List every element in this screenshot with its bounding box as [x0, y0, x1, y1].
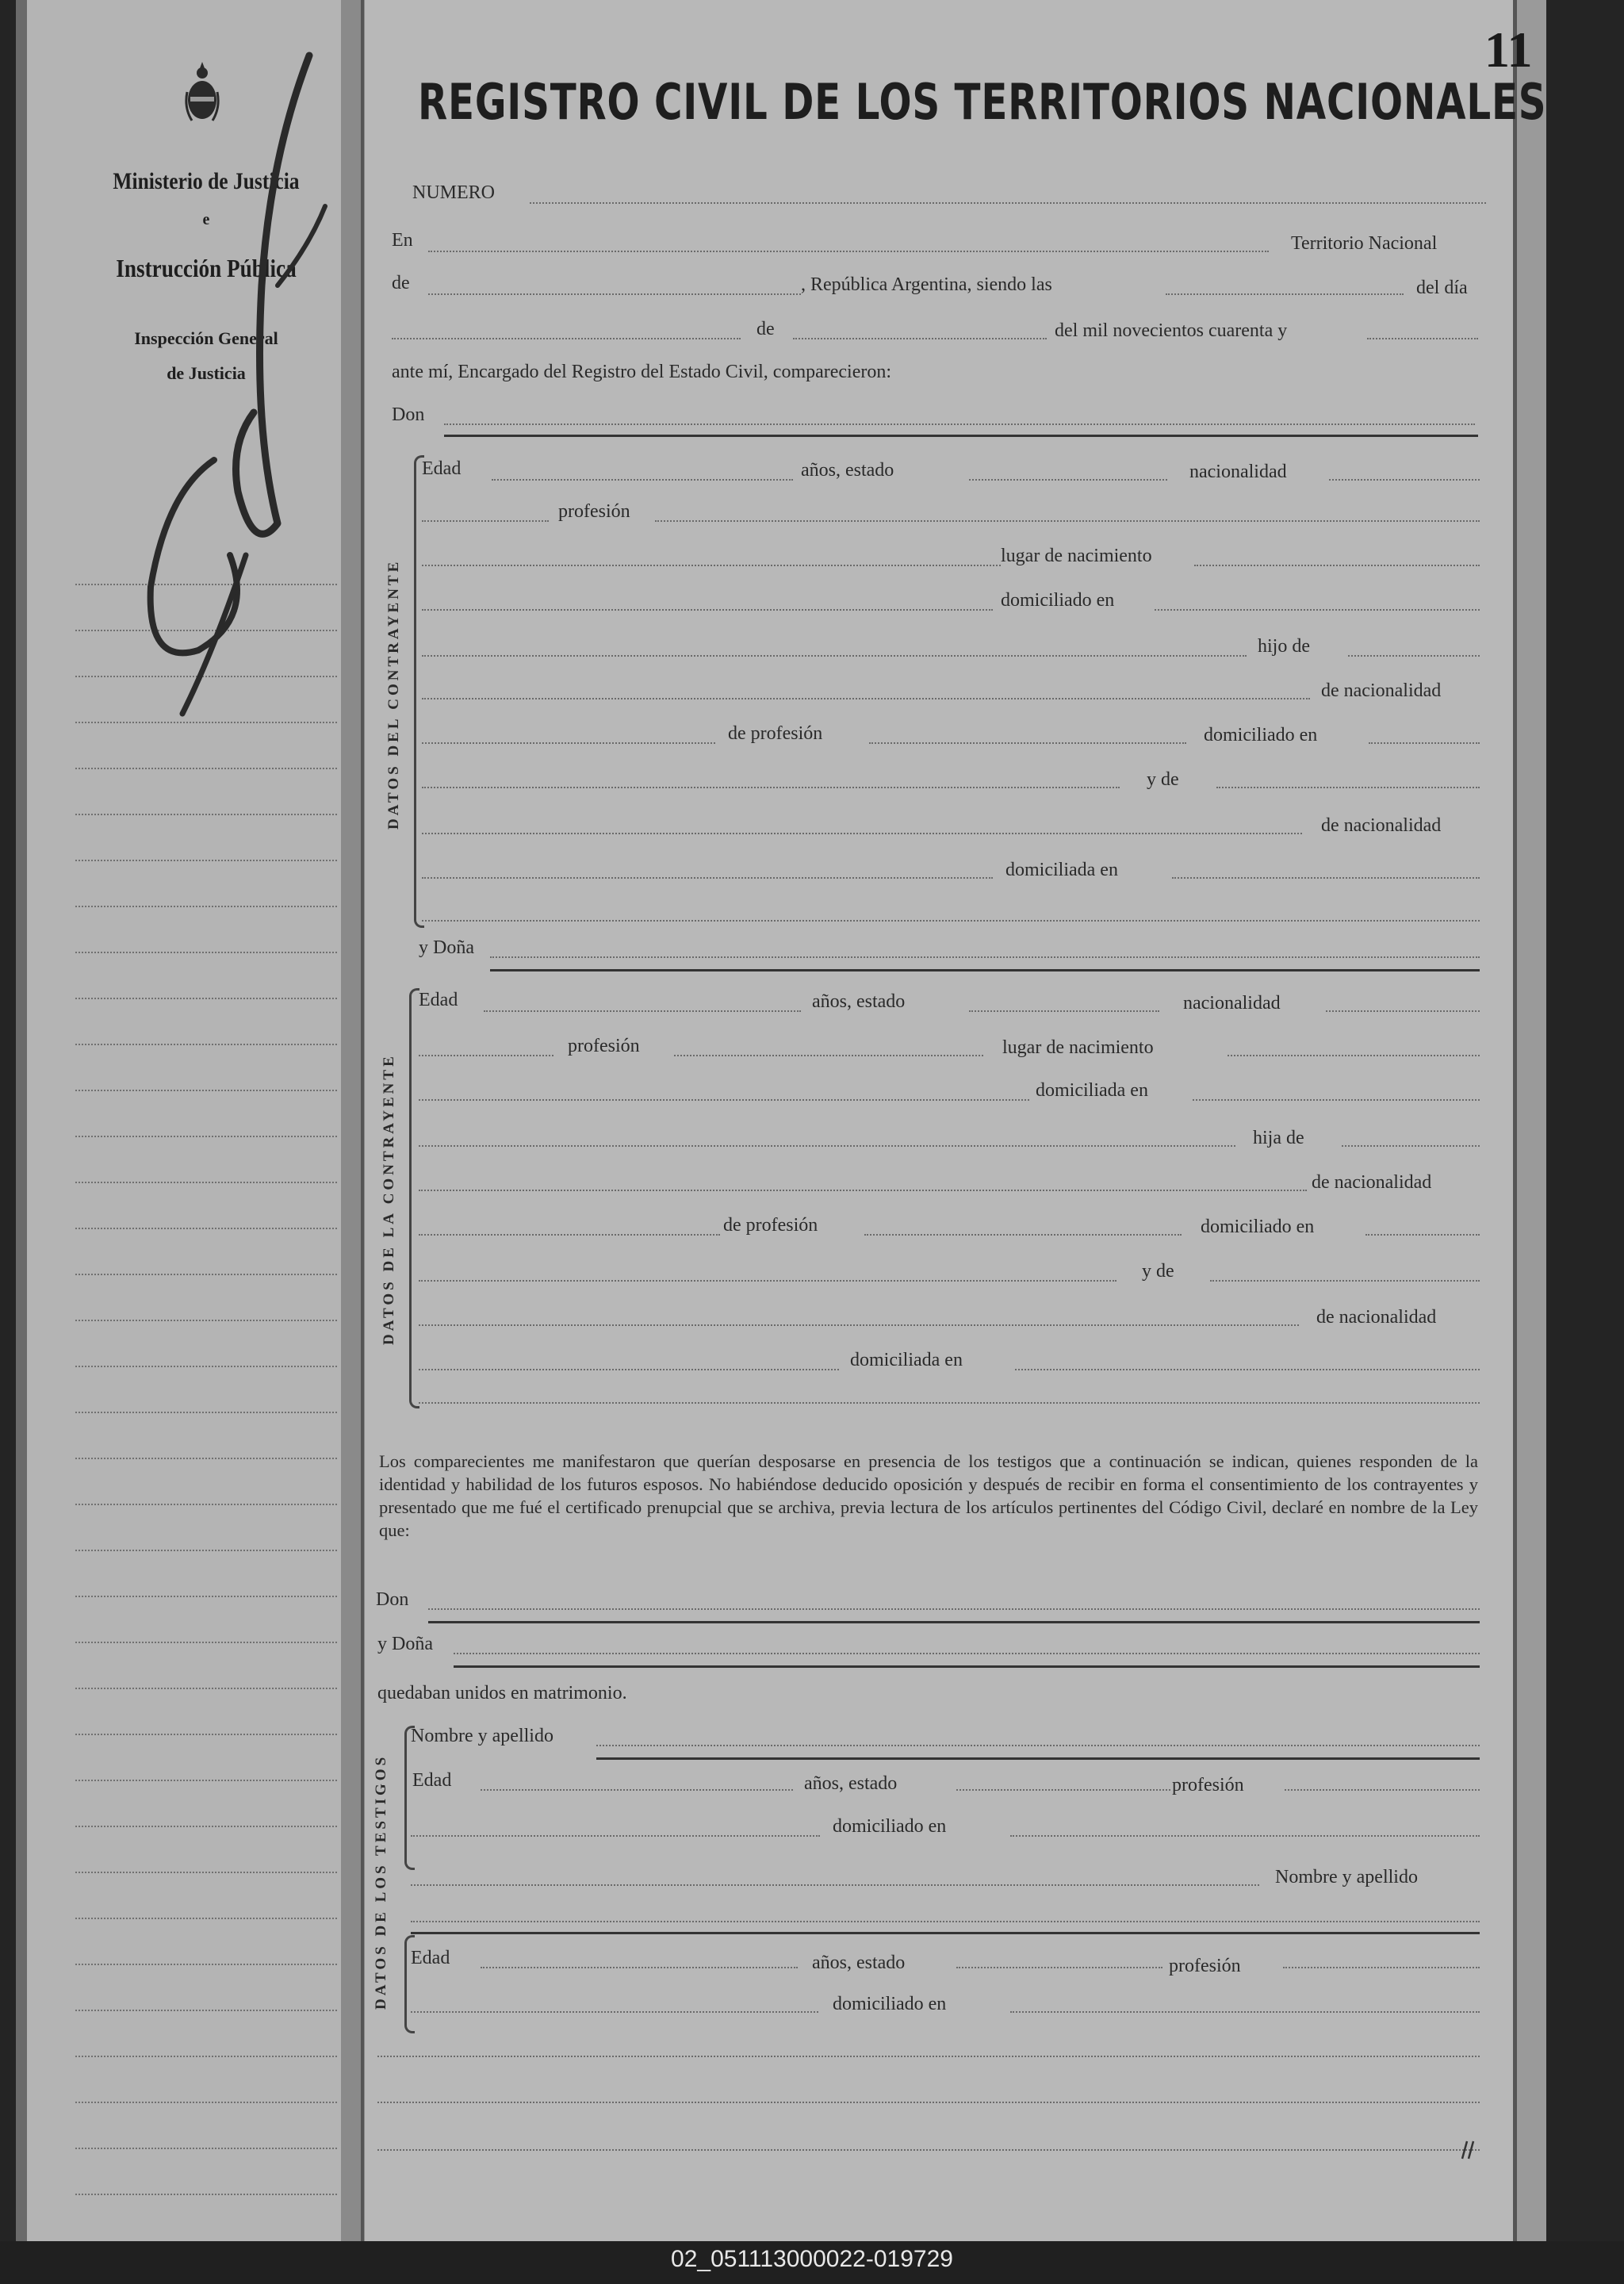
- t2-nombre-label: Nombre y apellido: [1275, 1867, 1418, 1887]
- t2-domiciliado-field[interactable]: [1010, 2011, 1480, 2013]
- stub-ruled-line: [75, 2194, 337, 2195]
- de-field[interactable]: [428, 293, 801, 295]
- don-field[interactable]: [444, 423, 1475, 425]
- f-domiciliado-label: domiciliado en: [1201, 1217, 1315, 1237]
- contrayente-brace: [414, 455, 424, 928]
- c-line4-field[interactable]: [422, 609, 993, 611]
- form-title: REGISTRO CIVIL DE LOS TERRITORIOS NACIONALES: [418, 73, 1547, 131]
- de2-label: de: [756, 319, 775, 339]
- stub-ruled-line: [75, 1274, 337, 1275]
- don-label: Don: [392, 404, 425, 425]
- ministry-e: e: [202, 211, 210, 228]
- f-profesion-label: profesión: [568, 1036, 640, 1056]
- stub-ruled-line: [75, 2102, 337, 2103]
- ministry-line1: Ministerio de Justicia: [113, 168, 300, 194]
- stub-ruled-line: [75, 1688, 337, 1689]
- c-line3-field[interactable]: [422, 565, 1001, 566]
- c-denac-label: de nacionalidad: [1321, 680, 1442, 701]
- f-line7-field[interactable]: [419, 1280, 1116, 1282]
- f-hija-label: hija de: [1253, 1128, 1304, 1148]
- ministry-line2: Instrucción Pública: [116, 254, 297, 282]
- f-line9-field[interactable]: [419, 1369, 839, 1370]
- t2-line3-field[interactable]: [411, 2011, 818, 2013]
- stub-ruled-line: [75, 1964, 337, 1965]
- t1-edad-label: Edad: [412, 1770, 452, 1791]
- y-dona-field[interactable]: [490, 956, 1480, 958]
- anio-field[interactable]: [1367, 338, 1478, 339]
- t1-line4-field[interactable]: [411, 1884, 1259, 1886]
- extra-line-1[interactable]: [377, 2056, 1480, 2057]
- stub-ruled-line: [75, 1136, 337, 1137]
- t1-profesion-field[interactable]: [1285, 1789, 1480, 1791]
- contrayenta-brace: [409, 988, 419, 1408]
- stub-ruled-line: [75, 1642, 337, 1643]
- book-binding: [16, 0, 27, 2241]
- f-hija-field[interactable]: [1342, 1145, 1480, 1147]
- f-line4-field[interactable]: [419, 1145, 1235, 1147]
- decl-don-underline: [428, 1621, 1480, 1623]
- stub-ruled-line: [75, 1366, 337, 1367]
- f-lugar-field[interactable]: [1228, 1055, 1480, 1056]
- footer-id: 02_051113000022-019729: [671, 2246, 953, 2272]
- f-domiciliado-field[interactable]: [1365, 1234, 1480, 1236]
- numero-label: NUMERO: [412, 182, 496, 203]
- c-line6-field[interactable]: [422, 698, 1310, 699]
- stub-ruled-line: [75, 1596, 337, 1597]
- f-lugar-label: lugar de nacimiento: [1002, 1037, 1154, 1058]
- en-label: En: [392, 230, 413, 251]
- handwritten-signature: [71, 48, 357, 730]
- t1-domiciliado-field[interactable]: [1010, 1835, 1480, 1837]
- stub-ruled-line: [75, 1320, 337, 1321]
- de-label: de: [392, 273, 410, 293]
- c-yde-label: y de: [1147, 769, 1179, 790]
- contrayente-side-label: DATOS DEL CONTRAYENTE: [385, 558, 402, 830]
- c-denac2-label: de nacionalidad: [1321, 815, 1442, 836]
- t2-nombre-field[interactable]: [411, 1921, 1480, 1922]
- c-deprof-field[interactable]: [869, 742, 1186, 744]
- t2-nombre-underline: [411, 1932, 1480, 1934]
- del-mil-label: del mil novecientos cuarenta y: [1055, 320, 1288, 341]
- quedaban-text: quedaban unidos en matrimonio.: [377, 1683, 627, 1703]
- t1-nombre-field[interactable]: [596, 1745, 1480, 1746]
- c-profesion-label: profesión: [558, 501, 630, 522]
- numero-field[interactable]: [530, 202, 1486, 204]
- c-lugar-field[interactable]: [1194, 565, 1480, 566]
- f-estado-field[interactable]: [969, 1010, 1159, 1012]
- f-nacionalidad-label: nacionalidad: [1183, 993, 1281, 1014]
- t2-profesion-field[interactable]: [1283, 1967, 1480, 1968]
- stub-ruled-line: [75, 906, 337, 907]
- t1-domiciliado-label: domiciliado en: [833, 1816, 947, 1837]
- c-pre-profesion-field[interactable]: [422, 520, 549, 522]
- c-line8-field[interactable]: [422, 787, 1120, 788]
- closing-mark-icon: [1456, 2138, 1480, 2162]
- stub-ruled-line: [75, 860, 337, 861]
- f-anos-label: años, estado: [812, 991, 906, 1012]
- stub-ruled-line: [75, 1550, 337, 1551]
- c-line5-field[interactable]: [422, 655, 1247, 657]
- hora-field[interactable]: [1166, 293, 1404, 295]
- stub-ruled-line: [75, 1872, 337, 1873]
- c-line10-field[interactable]: [422, 877, 993, 879]
- c-domic2-field[interactable]: [1369, 742, 1480, 744]
- stub-ruled-line: [75, 998, 337, 999]
- y-dona-underline: [490, 969, 1480, 971]
- stub-ruled-line: [75, 1734, 337, 1735]
- c-estado-field[interactable]: [969, 479, 1167, 481]
- c-line11-field[interactable]: [422, 920, 1480, 922]
- stub-ruled-line: [75, 1504, 337, 1505]
- c-edad-field[interactable]: [492, 479, 793, 481]
- t2-profesion-label: profesión: [1169, 1956, 1241, 1976]
- inspection-line1: Inspección General: [134, 328, 278, 348]
- t1-anos-label: años, estado: [804, 1773, 898, 1794]
- del-dia-label: del día: [1416, 278, 1468, 298]
- c-profesion-field[interactable]: [655, 520, 1480, 522]
- f-line8-field[interactable]: [419, 1324, 1299, 1326]
- f-domiciliada-field[interactable]: [1193, 1099, 1480, 1101]
- stub-ruled-line: [75, 952, 337, 953]
- c-domic2-label: domiciliado en: [1204, 725, 1318, 745]
- stub-ruled-line: [75, 1826, 337, 1827]
- c-domiciliada-label: domiciliada en: [1005, 860, 1118, 880]
- footer-bar: [0, 2241, 1624, 2284]
- stub-ruled-line: [75, 1458, 337, 1459]
- t1-profesion-label: profesión: [1172, 1775, 1244, 1795]
- ante-text: ante mí, Encargado del Registro del Estado Civil, comparecieron:: [392, 362, 892, 382]
- stub-ruled-line: [75, 1918, 337, 1919]
- c-deprof-label: de profesión: [728, 723, 823, 744]
- stub-ruled-line: [75, 1044, 337, 1045]
- c-hijo-field[interactable]: [1348, 655, 1480, 657]
- f-deprof-label: de profesión: [723, 1215, 818, 1236]
- f-nacionalidad-field[interactable]: [1326, 1010, 1480, 1012]
- right-margin: [1517, 0, 1546, 2241]
- f-line10-field[interactable]: [419, 1402, 1480, 1404]
- t2-domiciliado-label: domiciliado en: [833, 1994, 947, 2014]
- stub-ruled-line: [75, 814, 337, 815]
- c-nacionalidad-field[interactable]: [1329, 479, 1480, 481]
- f-line5-field[interactable]: [419, 1190, 1307, 1191]
- f-line6-field[interactable]: [419, 1234, 720, 1236]
- c-line7-field[interactable]: [422, 742, 715, 744]
- decl-ydona-field[interactable]: [454, 1653, 1480, 1654]
- decl-ydona-label: y Doña: [377, 1634, 433, 1654]
- page-number: 11: [1484, 21, 1533, 78]
- stub-ruled-line: [75, 1412, 337, 1413]
- t1-edad-field[interactable]: [481, 1789, 793, 1791]
- extra-line-3[interactable]: [377, 2149, 1480, 2151]
- c-lugar-label: lugar de nacimiento: [1001, 546, 1152, 566]
- t1-nombre-underline: [596, 1757, 1480, 1760]
- c-domiciliado-label: domiciliado en: [1001, 590, 1115, 611]
- f-yde-label: y de: [1142, 1261, 1174, 1282]
- t1-line3-field[interactable]: [411, 1835, 820, 1837]
- f-domiciliada2-field[interactable]: [1015, 1369, 1480, 1370]
- t2-edad-field[interactable]: [481, 1967, 798, 1968]
- t1-estado-field[interactable]: [956, 1789, 1170, 1791]
- republica-label: , República Argentina, siendo las: [801, 274, 1052, 295]
- t2-anos-label: años, estado: [812, 1953, 906, 1973]
- testigos-side-label: DATOS DE LOS TESTIGOS: [373, 1753, 389, 2010]
- dia-field[interactable]: [392, 338, 741, 339]
- f-edad-field[interactable]: [484, 1010, 801, 1012]
- f-domiciliada2-label: domiciliada en: [850, 1350, 963, 1370]
- stub-ruled-line: [75, 1182, 337, 1183]
- stub-ruled-line: [75, 1090, 337, 1091]
- t2-estado-field[interactable]: [956, 1967, 1162, 1968]
- f-denac2-label: de nacionalidad: [1316, 1307, 1437, 1328]
- f-pre-profesion-field[interactable]: [419, 1055, 553, 1056]
- f-yde-field[interactable]: [1210, 1280, 1480, 1282]
- f-edad-label: Edad: [419, 990, 458, 1010]
- t2-edad-label: Edad: [411, 1948, 450, 1968]
- extra-line-2[interactable]: [377, 2102, 1480, 2103]
- f-domiciliada-label: domiciliada en: [1036, 1080, 1148, 1101]
- c-domiciliada-field[interactable]: [1172, 877, 1480, 879]
- decl-ydona-underline: [454, 1665, 1480, 1668]
- f-denac-label: de nacionalidad: [1312, 1172, 1432, 1193]
- f-line3-field[interactable]: [419, 1099, 1029, 1101]
- decl-don-label: Don: [376, 1589, 409, 1610]
- t1-nombre-label: Nombre y apellido: [411, 1726, 553, 1746]
- stub-ruled-line: [75, 2010, 337, 2011]
- stub-ruled-line: [75, 1228, 337, 1229]
- contrayenta-side-label: DATOS DE LA CONTRAYENTE: [381, 1053, 397, 1345]
- c-line9-field[interactable]: [422, 833, 1302, 834]
- mes-field[interactable]: [793, 338, 1047, 339]
- c-anos-label: años, estado: [801, 460, 894, 481]
- c-yde-field[interactable]: [1216, 787, 1480, 788]
- stub-ruled-line: [75, 2148, 337, 2149]
- y-dona-label: y Doña: [419, 937, 474, 958]
- column-divider-line: [361, 0, 364, 2241]
- stub-ruled-line: [75, 768, 337, 769]
- don-underline: [444, 435, 1478, 437]
- territorio-label: Territorio Nacional: [1291, 233, 1438, 254]
- c-edad-label: Edad: [422, 458, 462, 479]
- f-profesion-field[interactable]: [674, 1055, 983, 1056]
- testigo1-brace: [404, 1726, 415, 1870]
- decl-don-field[interactable]: [428, 1608, 1480, 1610]
- f-deprof-field[interactable]: [864, 1234, 1182, 1236]
- stub-ruled-line: [75, 1780, 337, 1781]
- declaration-paragraph: Los comparecientes me manifestaron que querían desposarse en presencia de los testigos que a continuación se indican, quienes responden de la identidad y habilidad de los futuros esposos. No habiéndose deducido oposición y después de recibir en forma el consentimiento de los contrayentes y presentado que me fué el certificado prenupcial que se archiva, previa lectura de los artículos pertinentes del Código Civil, declaré en nombre de la Ley que:: [379, 1451, 1478, 1540]
- stub-ruled-line: [75, 2056, 337, 2057]
- c-domiciliado-field[interactable]: [1155, 609, 1480, 611]
- c-hijo-label: hijo de: [1258, 636, 1310, 657]
- en-field[interactable]: [428, 251, 1269, 252]
- inspection-line2: de Justicia: [167, 363, 246, 383]
- c-nacionalidad-label: nacionalidad: [1189, 462, 1287, 482]
